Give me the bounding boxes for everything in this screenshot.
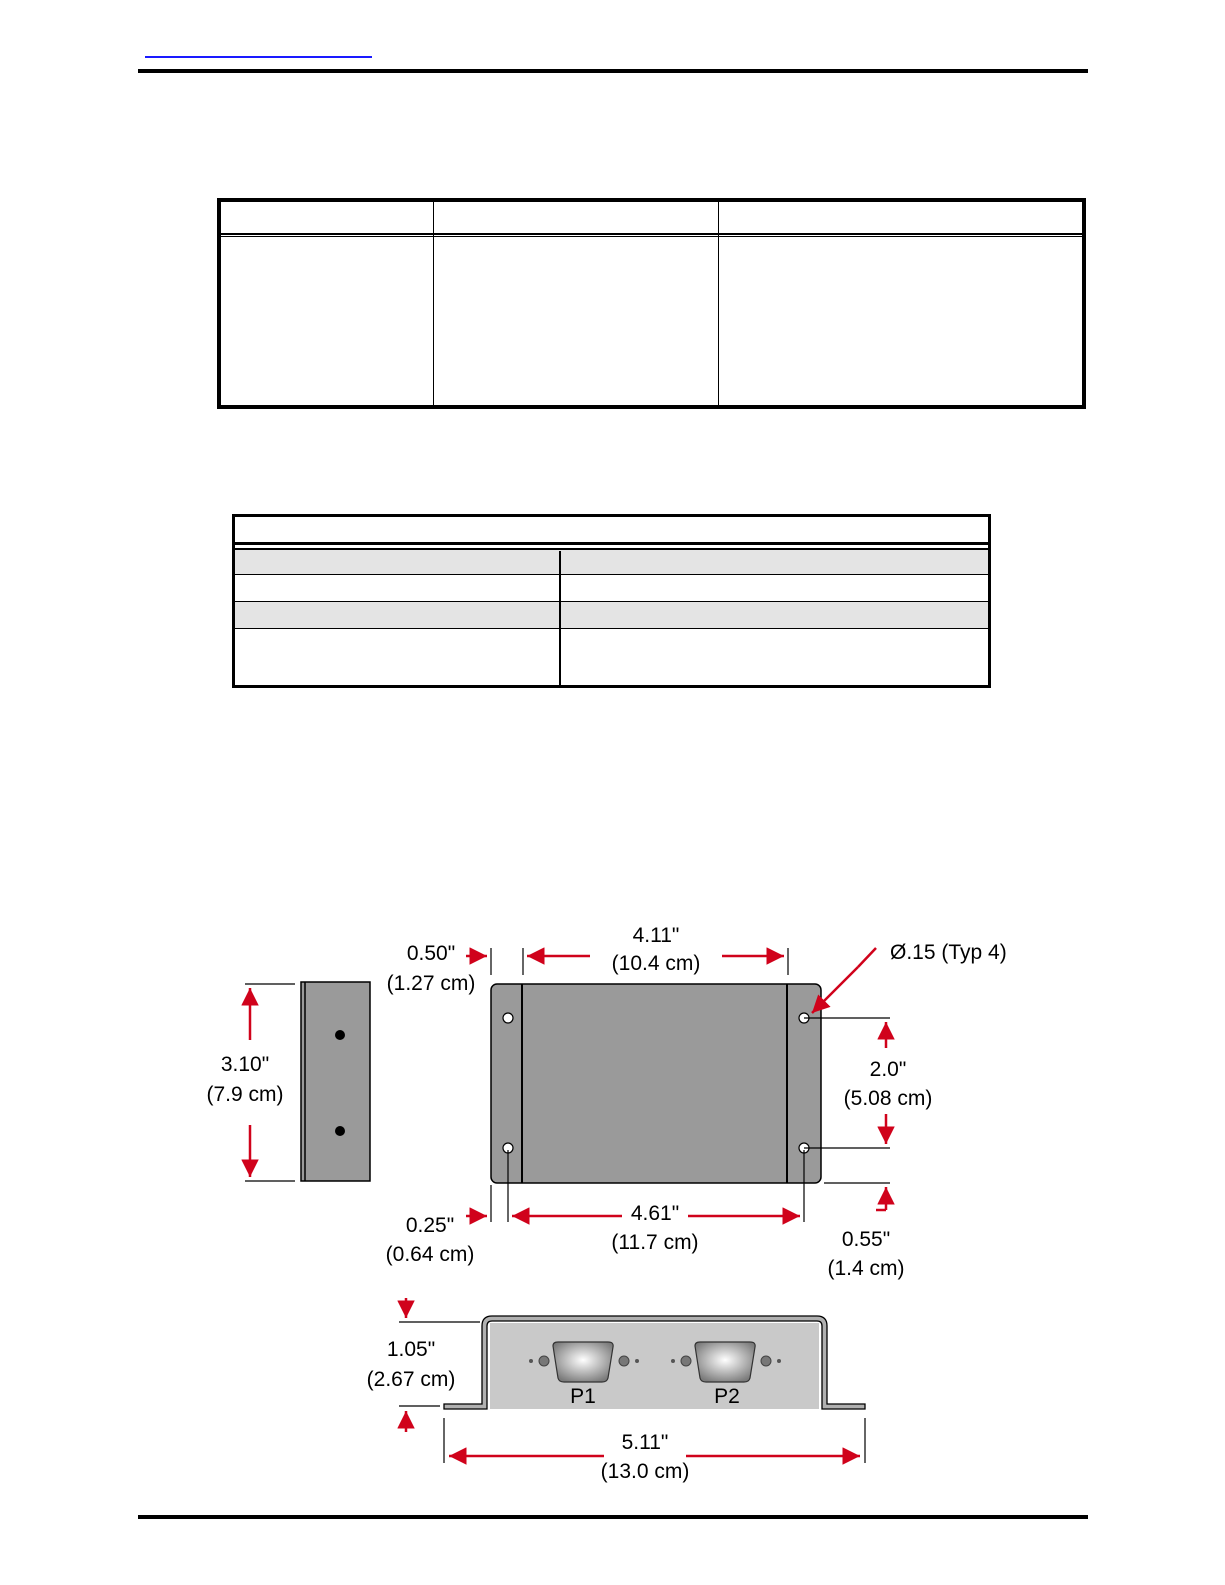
flange-width-cm-label: (1.27 cm) <box>386 972 476 995</box>
overall-width-cm-label: (13.0 cm) <box>600 1460 690 1483</box>
hole-spacing-cm-label: (5.08 cm) <box>843 1087 933 1110</box>
hole-span-cm-label: (11.7 cm) <box>611 1231 699 1254</box>
bottom-offset-cm-label: (1.4 cm) <box>827 1257 905 1280</box>
hole-span-label: 4.61" <box>630 1202 680 1225</box>
hole-spacing-label: 2.0" <box>869 1058 907 1081</box>
side-height-cm-label: (7.9 cm) <box>206 1083 284 1106</box>
edge-offset-label: 0.25" <box>405 1214 455 1237</box>
bottom-offset-label: 0.55" <box>841 1228 891 1251</box>
port-p2-label: P2 <box>714 1385 740 1408</box>
front-height-label: 1.05" <box>386 1338 436 1361</box>
side-height-label: 3.10" <box>220 1053 270 1076</box>
side-view <box>206 982 370 1181</box>
flange-width-label: 0.50" <box>406 942 456 965</box>
hole-callout-label: Ø.15 (Typ 4) <box>890 941 1007 964</box>
overall-width-label: 5.11" <box>621 1431 669 1454</box>
footer-rule <box>138 1515 1088 1519</box>
side-hole-icon <box>335 1030 345 1040</box>
mount-hole-icon <box>503 1013 513 1023</box>
front-height-cm-label: (2.67 cm) <box>366 1368 456 1391</box>
inner-width-cm-label: (10.4 cm) <box>611 952 701 975</box>
side-hole-icon <box>335 1126 345 1136</box>
top-view <box>386 924 1007 1280</box>
edge-offset-cm-label: (0.64 cm) <box>385 1243 475 1266</box>
port-p1-label: P1 <box>570 1385 596 1408</box>
front-view <box>367 1298 865 1483</box>
inner-width-label: 4.11" <box>632 924 680 947</box>
